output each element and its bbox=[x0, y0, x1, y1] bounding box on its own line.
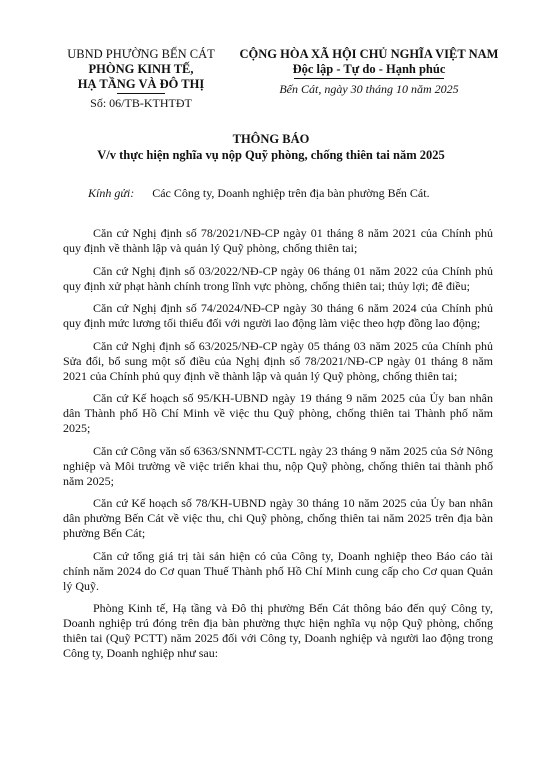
title-block bbox=[0, 131, 542, 163]
paragraph: Căn cứ Nghị định số 74/2024/NĐ-CP ngày 30 tháng 6 năm 2024 của Chính phủ quy định mức lương tối thiểu đối với người lao động làm việc theo hợp đồng lao động; bbox=[63, 301, 493, 330]
document-body bbox=[63, 226, 493, 669]
date-place: Bến Cát, ngày 30 tháng 10 năm 2025 bbox=[279, 82, 459, 96]
motto-underline bbox=[294, 78, 444, 79]
paragraph: Căn cứ Kế hoạch số 95/KH-UBND ngày 19 tháng 9 năm 2025 của Ủy ban nhân dân Thành phố Hồ Chí Minh về việc thu Quỹ phòng, chống thiên tai Thành phố năm 2025; bbox=[63, 391, 493, 435]
paragraph: Căn cứ Nghị định số 63/2025/NĐ-CP ngày 05 tháng 03 năm 2025 của Chính phủ Sửa đổi, bổ sung một số điều của Nghị định số 78/2021/NĐ-CP ngày 01 tháng 8 năm 2021 của Chính phủ quy định về thành lập và quản lý Quỹ phòng, chống thiên tai; bbox=[63, 338, 493, 383]
paragraph: Căn cứ Nghị định số 78/2021/NĐ-CP ngày 01 tháng 8 năm 2021 của Chính phủ quy định về thành lập và quản lý Quỹ phòng, chống thiên tai; bbox=[63, 226, 493, 255]
agency-underline bbox=[117, 93, 165, 94]
national-title: CỘNG HÒA XÃ HỘI CHỦ NGHĨA VIỆT NAM bbox=[239, 47, 499, 61]
paragraph: Căn cứ tổng giá trị tài sản hiện có của Công ty, Doanh nghiệp theo Báo cáo tài chính năm 2024 do Cơ quan Thuế Thành phố Hồ Chí Minh cung cấp cho Cơ quan Quản lý Quỹ. bbox=[63, 548, 493, 593]
paragraph: Căn cứ Nghị định số 03/2022/NĐ-CP ngày 06 tháng 01 năm 2022 của Chính phủ quy định xử phạt hành chính trong lĩnh vực phòng, chống thiên tai; thủy lợi; đê điều; bbox=[63, 263, 493, 293]
agency-parent: UBND PHƯỜNG BẾN CÁT bbox=[67, 47, 215, 61]
recipient-label: Kính gửi: bbox=[88, 186, 135, 200]
recipient-value: Các Công ty, Doanh nghiệp trên địa bàn phường Bến Cát. bbox=[152, 186, 430, 200]
paragraph: Phòng Kinh tế, Hạ tầng và Đô thị phường Bến Cát thông báo đến quý Công ty, Doanh nghiệp trú đóng trên địa bàn phường thực hiện nghĩa vụ nộp Quỹ phòng, chống thiên tai (Quỹ PCTT) năm 2025 đối với Công ty, Doanh nghiệp và người lao động trong Công ty, Doanh nghiệp như sau: bbox=[63, 601, 493, 660]
national-header-block bbox=[238, 47, 500, 97]
agency-name-line2: HẠ TẦNG VÀ ĐÔ THỊ bbox=[77, 77, 205, 91]
paragraph: Căn cứ Kế hoạch số 78/KH-UBND ngày 30 tháng 10 năm 2025 của Ủy ban nhân dân phường Bến Cát về việc thu, chi Quỹ phòng, chống thiên tai năm 2025 trên địa bàn phường Bến Cát; bbox=[63, 496, 493, 540]
document-subject: V/v thực hiện nghĩa vụ nộp Quỹ phòng, chống thiên tai năm 2025 bbox=[97, 148, 445, 162]
national-motto: Độc lập - Tự do - Hạnh phúc bbox=[292, 62, 446, 76]
document-title: THÔNG BÁO bbox=[232, 132, 310, 146]
document-number: Số: 06/TB-KTHTĐT bbox=[90, 96, 192, 110]
agency-name-line1: PHÒNG KINH TẾ, bbox=[88, 62, 194, 76]
recipient-line bbox=[88, 186, 430, 201]
paragraph: Căn cứ Công văn số 6363/SNNMT-CCTL ngày 23 tháng 9 năm 2025 của Sở Nông nghiệp và Môi trường về việc triển khai thu, nộp Quỹ phòng, chống thiên tai thành phố năm 2025; bbox=[63, 443, 493, 488]
issuing-agency-block bbox=[56, 47, 226, 111]
